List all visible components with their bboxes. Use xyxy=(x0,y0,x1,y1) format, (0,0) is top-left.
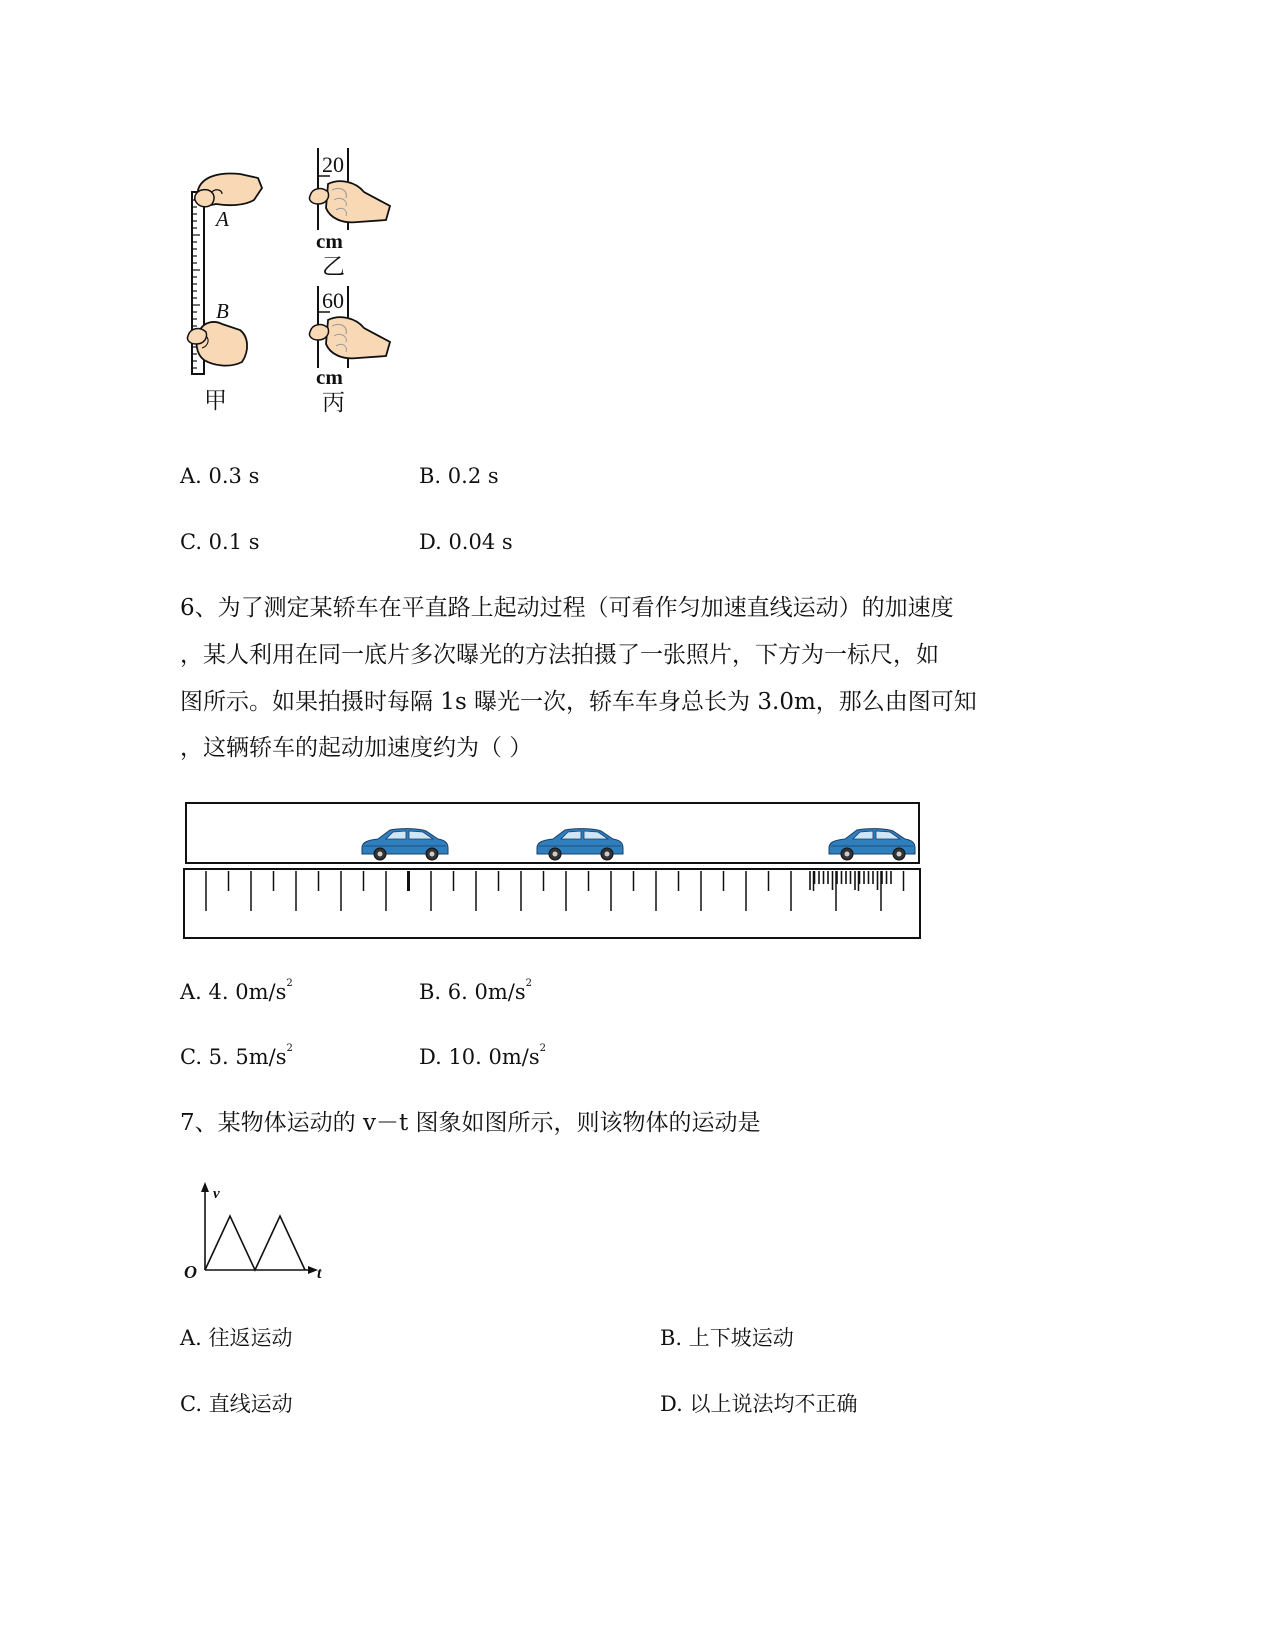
unit-cm-bing: cm xyxy=(316,365,343,389)
label-b: B xyxy=(216,299,229,323)
ruler-experiment-figure xyxy=(150,140,430,430)
unit-cm-yi: cm xyxy=(316,229,343,253)
hand-a-icon xyxy=(195,174,262,207)
caption-yi: 乙 xyxy=(322,254,345,279)
q5-option-c[interactable]: C. 0.1 s xyxy=(180,530,260,554)
q7-text: 7、某物体运动的 v－t 图象如图所示，则该物体的运动是 xyxy=(180,1110,761,1136)
ruler-label-20: 20 xyxy=(322,152,344,177)
q7-option-d[interactable]: D. 以上说法均不正确 xyxy=(660,1392,858,1416)
origin-label: O xyxy=(184,1262,197,1282)
q6-option-b[interactable]: B. 6. $0m/s^2$ xyxy=(419,978,532,1004)
q5-option-a[interactable]: A. 0.3 s xyxy=(180,464,260,488)
vt-curve xyxy=(205,1216,305,1270)
q7-option-b[interactable]: B. 上下坡运动 xyxy=(660,1326,794,1350)
car-exposure-figure xyxy=(180,800,925,945)
vt-graph xyxy=(178,1178,338,1288)
hand-bing-icon xyxy=(309,317,390,358)
q7-option-a[interactable]: A. 往返运动 xyxy=(180,1326,293,1350)
q6-text-line-3: 图所示。如果拍摄时每隔 1s 曝光一次，轿车车身总长为 3.0m，那么由图可知 xyxy=(180,689,977,715)
q5-option-b[interactable]: B. 0.2 s xyxy=(419,464,499,488)
q6-option-a[interactable]: A. 4. $0m/s^2$ xyxy=(180,978,293,1004)
ruler-label-60: 60 xyxy=(322,288,344,313)
q6-option-d[interactable]: D. 10. $0m/s^2$ xyxy=(419,1043,547,1069)
caption-jia: 甲 xyxy=(204,388,227,413)
q6-text-line-4: ，这辆轿车的起动加速度约为（ ） xyxy=(180,735,533,761)
label-a: A xyxy=(216,207,229,231)
x-axis-label: t xyxy=(317,1265,322,1282)
q5-option-d[interactable]: D. 0.04 s xyxy=(419,530,513,554)
q6-option-c[interactable]: C. 5. $5m/s^2$ xyxy=(180,1043,293,1069)
q6-text-line-2: ，某人利用在同一底片多次曝光的方法拍摄了一张照片，下方为一标尺，如 xyxy=(180,642,939,668)
y-axis-label: v xyxy=(213,1186,220,1202)
hand-yi-icon xyxy=(309,181,390,222)
y-axis-arrow-icon xyxy=(201,1182,209,1192)
q6-text-line-1: 6、为了测定某轿车在平直路上起动过程（可看作匀加速直线运动）的加速度 xyxy=(180,595,954,621)
q7-option-c[interactable]: C. 直线运动 xyxy=(180,1392,293,1416)
caption-bing: 丙 xyxy=(322,390,345,415)
